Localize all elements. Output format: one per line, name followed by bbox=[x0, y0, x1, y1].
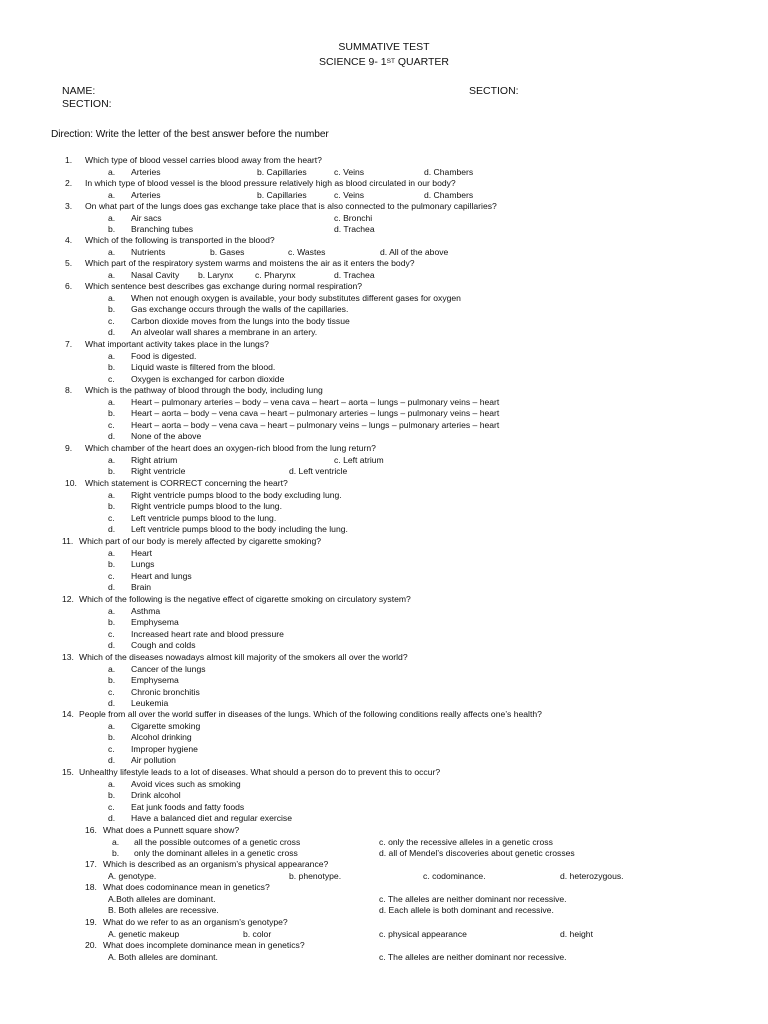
option-letter: c. bbox=[108, 570, 115, 581]
page-subtitle bbox=[0, 56, 768, 69]
option-text: Lungs bbox=[131, 559, 155, 570]
option-text: Liquid waste is filtered from the blood. bbox=[131, 362, 276, 373]
question-text: What does a Punnett square show? bbox=[103, 825, 240, 835]
option-letter: b. bbox=[108, 559, 116, 570]
option-text: d. Each allele is both dominant and recessive. bbox=[379, 905, 554, 916]
option-text: Arteries bbox=[131, 189, 161, 200]
option-text: Right atrium bbox=[131, 454, 178, 465]
option-text: d. Chambers bbox=[424, 166, 474, 177]
question-number: 3. bbox=[65, 201, 73, 211]
option-text: Cancer of the lungs bbox=[131, 663, 206, 674]
option-text: b. Capillaries bbox=[257, 189, 307, 200]
question-number: 7. bbox=[65, 339, 73, 349]
question-text: Which chamber of the heart does an oxygen-rich blood from the lung return? bbox=[85, 443, 376, 453]
option-letter: a. bbox=[108, 350, 116, 361]
question-text: Which of the following is the negative effect of cigarette smoking on circulatory system? bbox=[79, 594, 411, 604]
option-text: only the dominant alleles in a genetic cross bbox=[134, 848, 298, 859]
option-text: Heart bbox=[131, 547, 153, 558]
option-text: Right ventricle pumps blood to the body excluding lung. bbox=[131, 489, 342, 500]
question-text: What important activity takes place in the lungs? bbox=[85, 339, 269, 349]
option-text: Gas exchange occurs through the walls of the capillaries. bbox=[131, 304, 349, 315]
option-letter: b. bbox=[108, 362, 116, 373]
option-text: Air pollution bbox=[131, 755, 176, 766]
option-text: A. genetic makeup bbox=[108, 928, 180, 939]
option-text: Leukemia bbox=[131, 698, 169, 709]
option-letter: d. bbox=[108, 698, 116, 709]
option-text: When not enough oxygen is available, your body substitutes different gases for oxygen bbox=[131, 292, 461, 303]
option-letter: a. bbox=[108, 454, 116, 465]
question-number: 15. bbox=[62, 767, 74, 777]
option-letter: a. bbox=[108, 663, 116, 674]
option-text: Right ventricle pumps blood to the lung. bbox=[131, 501, 282, 512]
option-text: Nasal Cavity bbox=[131, 269, 180, 280]
option-text: Increased heart rate and blood pressure bbox=[131, 628, 284, 639]
question-number: 9. bbox=[65, 443, 73, 453]
option-text: Cough and colds bbox=[131, 640, 196, 651]
option-text: c. only the recessive alleles in a genetic cross bbox=[379, 836, 553, 847]
option-text: Carbon dioxide moves from the lungs into the body tissue bbox=[131, 315, 350, 326]
option-text: Brain bbox=[131, 582, 152, 593]
option-text: Asthma bbox=[131, 605, 161, 616]
section-label-right: SECTION: bbox=[469, 85, 519, 97]
option-letter: c. bbox=[108, 373, 115, 384]
question-text: Which is described as an organism’s physical appearance? bbox=[103, 859, 329, 869]
option-letter: c. bbox=[108, 686, 115, 697]
option-text: c. Bronchi bbox=[334, 212, 373, 223]
option-text: d. height bbox=[560, 928, 593, 939]
option-letter: c. bbox=[108, 419, 115, 430]
option-letter: b. bbox=[108, 408, 116, 419]
section-label-left: SECTION: bbox=[62, 98, 112, 110]
option-text: A.Both alleles are dominant. bbox=[108, 893, 216, 904]
option-text: Drink alcohol bbox=[131, 790, 181, 801]
option-text: Left ventricle pumps blood to the lung. bbox=[131, 512, 277, 523]
option-text: c. Wastes bbox=[288, 246, 326, 257]
question-number: 6. bbox=[65, 281, 73, 291]
option-letter: c. bbox=[108, 743, 115, 754]
option-letter: b. bbox=[112, 848, 120, 859]
option-text: c. Pharynx bbox=[255, 269, 296, 280]
question-text: Which part of our body is merely affected by cigarette smoking? bbox=[79, 536, 322, 546]
question-number: 1. bbox=[65, 155, 73, 165]
option-letter: c. bbox=[108, 628, 115, 639]
option-letter: b. bbox=[108, 675, 116, 686]
option-text: d. Left ventricle bbox=[289, 466, 348, 477]
option-letter: d. bbox=[108, 813, 116, 824]
option-text: d. Trachea bbox=[334, 269, 375, 280]
option-text: Right ventricle bbox=[131, 466, 186, 477]
question-text: Unhealthy lifestyle leads to a lot of diseases. What should a person do to prevent this to occur? bbox=[79, 767, 441, 777]
question-number: 10. bbox=[65, 478, 77, 488]
option-letter: a. bbox=[108, 189, 116, 200]
option-text: None of the above bbox=[131, 431, 202, 442]
option-letter: a. bbox=[112, 836, 120, 847]
option-text: An alveolar wall shares a membrane in an artery. bbox=[131, 327, 318, 338]
option-text: Nutrients bbox=[131, 246, 166, 257]
option-letter: a. bbox=[108, 605, 116, 616]
question-number: 19. bbox=[85, 917, 97, 927]
option-text: d. Trachea bbox=[334, 224, 375, 235]
option-text: c. Veins bbox=[334, 189, 365, 200]
option-text: Arteries bbox=[131, 166, 161, 177]
option-letter: a. bbox=[108, 269, 116, 280]
question-text: Which part of the respiratory system warms and moistens the air as it enters the body? bbox=[85, 258, 415, 268]
question-text: Which type of blood vessel carries blood away from the heart? bbox=[85, 155, 322, 165]
option-letter: b. bbox=[108, 224, 116, 235]
option-text: Branching tubes bbox=[131, 224, 194, 235]
option-letter: c. bbox=[108, 315, 115, 326]
subtitle-quarter: QUARTER bbox=[394, 56, 450, 68]
question-text: Which of the following is transported in the blood? bbox=[85, 235, 275, 245]
option-letter: c. bbox=[108, 512, 115, 523]
option-text: Alcohol drinking bbox=[131, 732, 192, 743]
option-letter: d. bbox=[108, 524, 116, 535]
question-number: 5. bbox=[65, 258, 73, 268]
question-text: On what part of the lungs does gas exchange take place that is also connected to the pulmonary capillaries? bbox=[85, 201, 497, 211]
option-letter: c. bbox=[108, 801, 115, 812]
question-number: 2. bbox=[65, 178, 73, 188]
option-letter: d. bbox=[108, 755, 116, 766]
option-letter: a. bbox=[108, 489, 116, 500]
option-letter: b. bbox=[108, 617, 116, 628]
question-number: 4. bbox=[65, 235, 73, 245]
option-letter: d. bbox=[108, 640, 116, 651]
question-number: 20. bbox=[85, 940, 97, 950]
question-text: What do we refer to as an organism’s genotype? bbox=[103, 917, 288, 927]
question-text: Which statement is CORRECT concerning the heart? bbox=[85, 478, 288, 488]
subtitle-superscript: ST bbox=[386, 58, 395, 65]
option-text: all the possible outcomes of a genetic cross bbox=[134, 836, 301, 847]
option-text: c. codominance. bbox=[423, 870, 486, 881]
option-text: Have a balanced diet and regular exercise bbox=[131, 813, 292, 824]
question-number: 11. bbox=[62, 536, 74, 546]
option-text: c. Veins bbox=[334, 166, 365, 177]
option-text: A. genotype. bbox=[108, 870, 157, 881]
option-text: Heart and lungs bbox=[131, 570, 192, 581]
option-letter: a. bbox=[108, 396, 116, 407]
option-text: Chronic bronchitis bbox=[131, 686, 200, 697]
option-text: Food is digested. bbox=[131, 350, 197, 361]
option-text: d. heterozygous. bbox=[560, 870, 624, 881]
option-text: d. All of the above bbox=[380, 246, 449, 257]
option-letter: a. bbox=[108, 212, 116, 223]
page-title: SUMMATIVE TEST bbox=[338, 41, 430, 53]
option-letter: d. bbox=[108, 431, 116, 442]
option-text: B. Both alleles are recessive. bbox=[108, 905, 219, 916]
option-letter: b. bbox=[108, 732, 116, 743]
option-text: Emphysema bbox=[131, 675, 179, 686]
option-text: d. all of Mendel’s discoveries about genetic crosses bbox=[379, 848, 575, 859]
question-number: 18. bbox=[85, 882, 97, 892]
option-text: b. Gases bbox=[210, 246, 245, 257]
option-text: Improper hygiene bbox=[131, 743, 198, 754]
option-text: Emphysema bbox=[131, 617, 179, 628]
question-text: Which is the pathway of blood through the body, including lung bbox=[85, 385, 323, 395]
option-letter: d. bbox=[108, 327, 116, 338]
question-number: 14. bbox=[62, 709, 74, 719]
option-text: b. color bbox=[243, 928, 272, 939]
option-text: Cigarette smoking bbox=[131, 720, 201, 731]
question-number: 16. bbox=[85, 825, 97, 835]
option-text: c. The alleles are neither dominant nor recessive. bbox=[379, 951, 567, 962]
option-letter: b. bbox=[108, 501, 116, 512]
option-text: b. Capillaries bbox=[257, 166, 307, 177]
option-text: Avoid vices such as smoking bbox=[131, 778, 241, 789]
subtitle-main: SCIENCE 9- 1 bbox=[318, 56, 387, 68]
question-number: 8. bbox=[65, 385, 73, 395]
option-text: Heart – aorta – body – vena cava – heart – pulmonary arteries – lungs – pulmonary veins – heart bbox=[131, 408, 500, 419]
option-text: Air sacs bbox=[131, 212, 162, 223]
name-label: NAME: bbox=[62, 85, 96, 97]
question-text: What does codominance mean in genetics? bbox=[103, 882, 270, 892]
option-text: c. physical appearance bbox=[379, 928, 467, 939]
question-text: In which type of blood vessel is the blood pressure relatively high as blood circulated in our body? bbox=[85, 178, 456, 188]
question-text: People from all over the world suffer in diseases of the lungs. Which of the following conditions really affects one’s health? bbox=[79, 709, 542, 719]
question-text: Which of the diseases nowadays almost kill majority of the smokers all over the world? bbox=[79, 652, 408, 662]
option-text: c. Left atrium bbox=[334, 454, 384, 465]
option-text: b. Larynx bbox=[198, 269, 234, 280]
question-number: 17. bbox=[85, 859, 97, 869]
option-text: b. phenotype. bbox=[289, 870, 342, 881]
option-letter: a. bbox=[108, 292, 116, 303]
option-text: Heart – pulmonary arteries – body – vena cava – heart – aorta – lungs – pulmonary veins – heart bbox=[131, 396, 500, 407]
question-number: 12. bbox=[62, 594, 74, 604]
option-letter: d. bbox=[108, 582, 116, 593]
question-number: 13. bbox=[62, 652, 74, 662]
option-letter: a. bbox=[108, 246, 116, 257]
option-text: d. Chambers bbox=[424, 189, 474, 200]
option-letter: b. bbox=[108, 466, 116, 477]
question-text: What does incomplete dominance mean in genetics? bbox=[103, 940, 305, 950]
option-letter: b. bbox=[108, 304, 116, 315]
option-letter: b. bbox=[108, 790, 116, 801]
option-letter: a. bbox=[108, 547, 116, 558]
option-letter: a. bbox=[108, 778, 116, 789]
question-text: Which sentence best describes gas exchange during normal respiration? bbox=[85, 281, 363, 291]
option-text: Heart – aorta – body – vena cava – heart – pulmonary veins – lungs – pulmonary arteries – heart bbox=[131, 419, 500, 430]
option-text: A. Both alleles are dominant. bbox=[108, 951, 218, 962]
option-letter: a. bbox=[108, 720, 116, 731]
option-text: c. The alleles are neither dominant nor recessive. bbox=[379, 893, 567, 904]
option-letter: a. bbox=[108, 166, 116, 177]
option-text: Left ventricle pumps blood to the body including the lung. bbox=[131, 524, 348, 535]
option-text: Eat junk foods and fatty foods bbox=[131, 801, 245, 812]
option-text: Oxygen is exchanged for carbon dioxide bbox=[131, 373, 285, 384]
direction-text: Direction: Write the letter of the best answer before the number bbox=[51, 129, 329, 140]
